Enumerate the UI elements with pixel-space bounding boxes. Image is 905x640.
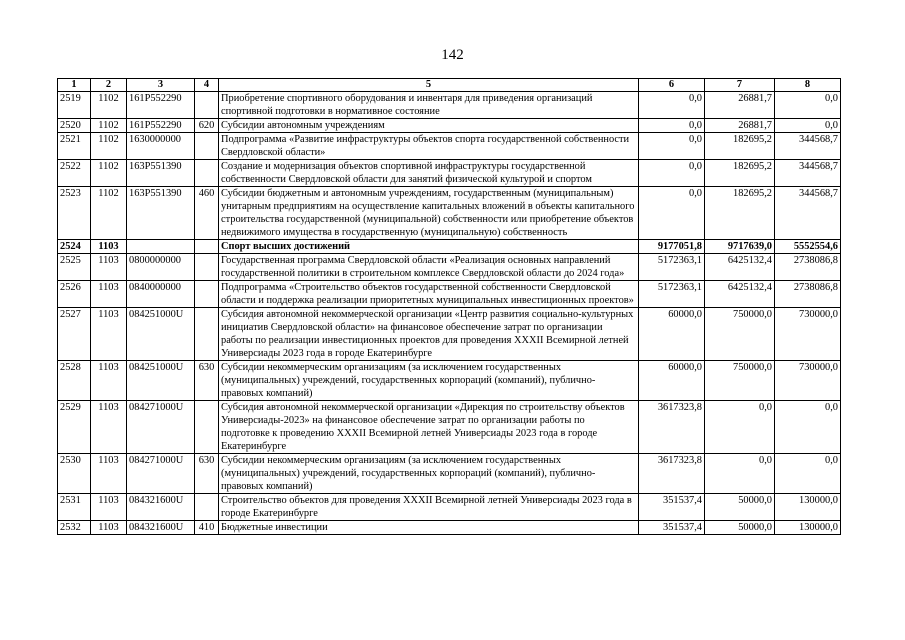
target-code-cell: 084271000U <box>127 454 195 494</box>
column-header: 3 <box>127 79 195 92</box>
row-number-cell: 2521 <box>58 133 91 160</box>
amount-col6-cell: 0,0 <box>639 119 705 133</box>
column-header: 1 <box>58 79 91 92</box>
target-code-cell: 1630000000 <box>127 133 195 160</box>
amount-col7-cell: 750000,0 <box>705 308 775 361</box>
amount-col8-cell: 730000,0 <box>775 361 841 401</box>
page-number: 142 <box>441 47 464 63</box>
expense-type-cell: 620 <box>195 119 219 133</box>
amount-col7-cell: 26881,7 <box>705 92 775 119</box>
row-number-cell: 2523 <box>58 187 91 240</box>
expense-type-cell: 460 <box>195 187 219 240</box>
item-name-cell: Субсидия автономной некоммерческой организации «Центр развития социально-культурных инициатив Свердловской области» на финансовое обеспечение затрат по организации работы по реализации инвестиционных проектов для проведения XXXII Всемирной летней Универсиады 2023 года в городе Екатеринбурге <box>219 308 639 361</box>
column-header: 7 <box>705 79 775 92</box>
item-name-cell: Создание и модернизация объектов спортивной инфраструктуры государственной собственности Свердловской области для занятий физической культурой и спортом <box>219 160 639 187</box>
item-name-cell: Субсидии некоммерческим организациям (за исключением государственных (муниципальных) учреждений, государственных корпораций (компаний), публично-правовых компаний) <box>219 361 639 401</box>
expense-type-cell: 630 <box>195 454 219 494</box>
target-code-cell: 084321600U <box>127 494 195 521</box>
amount-col8-cell: 0,0 <box>775 401 841 454</box>
section-code-cell: 1102 <box>91 133 127 160</box>
amount-col8-cell: 2738086,8 <box>775 254 841 281</box>
table-row <box>58 308 841 361</box>
amount-col8-cell: 130000,0 <box>775 494 841 521</box>
row-number-cell: 2526 <box>58 281 91 308</box>
section-code-cell: 1103 <box>91 494 127 521</box>
target-code-cell: 161P552290 <box>127 92 195 119</box>
item-name-cell: Строительство объектов для проведения XXXII Всемирной летней Универсиады 2023 года в городе Екатеринбурге <box>219 494 639 521</box>
column-header: 6 <box>639 79 705 92</box>
section-code-cell: 1103 <box>91 254 127 281</box>
table-row <box>58 361 841 401</box>
amount-col8-cell: 2738086,8 <box>775 281 841 308</box>
amount-col8-cell: 0,0 <box>775 92 841 119</box>
expense-type-cell <box>195 133 219 160</box>
expense-type-cell <box>195 92 219 119</box>
amount-col6-cell: 0,0 <box>639 133 705 160</box>
target-code-cell: 084321600U <box>127 521 195 535</box>
expense-type-cell <box>195 240 219 254</box>
row-number-cell: 2530 <box>58 454 91 494</box>
item-name-cell: Государственная программа Свердловской области «Реализация основных направлений государственной политики в строительном комплексе Свердловской области до 2024 года» <box>219 254 639 281</box>
target-code-cell: 0840000000 <box>127 281 195 308</box>
item-name-cell: Субсидия автономной некоммерческой организации «Дирекция по строительству объектов Универсиады-2023» на финансовое обеспечение затрат по организации работы по подготовке к проведению XXXII Всемирной летней Универсиады 2023 года в городе Екатеринбурге <box>219 401 639 454</box>
amount-col6-cell: 5172363,1 <box>639 254 705 281</box>
amount-col8-cell: 0,0 <box>775 454 841 494</box>
amount-col8-cell: 344568,7 <box>775 187 841 240</box>
amount-col8-cell: 130000,0 <box>775 521 841 535</box>
row-number-cell: 2528 <box>58 361 91 401</box>
table-row <box>58 401 841 454</box>
section-code-cell: 1103 <box>91 401 127 454</box>
expense-type-cell: 630 <box>195 361 219 401</box>
column-header: 2 <box>91 79 127 92</box>
amount-col6-cell: 5172363,1 <box>639 281 705 308</box>
row-number-cell: 2532 <box>58 521 91 535</box>
target-code-cell: 084271000U <box>127 401 195 454</box>
amount-col7-cell: 6425132,4 <box>705 254 775 281</box>
amount-col8-cell: 5552554,6 <box>775 240 841 254</box>
table-row <box>58 187 841 240</box>
row-number-cell: 2524 <box>58 240 91 254</box>
amount-col6-cell: 351537,4 <box>639 494 705 521</box>
amount-col8-cell: 0,0 <box>775 119 841 133</box>
amount-col7-cell: 26881,7 <box>705 119 775 133</box>
amount-col7-cell: 50000,0 <box>705 521 775 535</box>
table-body <box>58 92 841 535</box>
row-number-cell: 2525 <box>58 254 91 281</box>
row-number-cell: 2520 <box>58 119 91 133</box>
expense-type-cell <box>195 401 219 454</box>
column-header: 4 <box>195 79 219 92</box>
section-code-cell: 1102 <box>91 160 127 187</box>
amount-col7-cell: 9717639,0 <box>705 240 775 254</box>
table-row <box>58 454 841 494</box>
amount-col6-cell: 0,0 <box>639 187 705 240</box>
expense-type-cell: 410 <box>195 521 219 535</box>
amount-col6-cell: 0,0 <box>639 92 705 119</box>
table-header-row <box>58 79 841 92</box>
amount-col6-cell: 9177051,8 <box>639 240 705 254</box>
section-code-cell: 1102 <box>91 187 127 240</box>
item-name-cell: Подпрограмма «Развитие инфраструктуры объектов спорта государственной собственности Свердловской области» <box>219 133 639 160</box>
item-name-cell: Бюджетные инвестиции <box>219 521 639 535</box>
table-row <box>58 133 841 160</box>
amount-col6-cell: 3617323,8 <box>639 401 705 454</box>
expense-type-cell <box>195 308 219 361</box>
section-code-cell: 1103 <box>91 521 127 535</box>
amount-col8-cell: 730000,0 <box>775 308 841 361</box>
amount-col7-cell: 182695,2 <box>705 160 775 187</box>
amount-col7-cell: 6425132,4 <box>705 281 775 308</box>
column-header: 5 <box>219 79 639 92</box>
row-number-cell: 2527 <box>58 308 91 361</box>
table-row <box>58 160 841 187</box>
amount-col6-cell: 60000,0 <box>639 361 705 401</box>
row-number-cell: 2522 <box>58 160 91 187</box>
table-row <box>58 240 841 254</box>
amount-col6-cell: 0,0 <box>639 160 705 187</box>
target-code-cell <box>127 240 195 254</box>
amount-col7-cell: 50000,0 <box>705 494 775 521</box>
table-row <box>58 119 841 133</box>
budget-table <box>57 78 841 535</box>
expense-type-cell <box>195 281 219 308</box>
amount-col8-cell: 344568,7 <box>775 160 841 187</box>
row-number-cell: 2531 <box>58 494 91 521</box>
target-code-cell: 0800000000 <box>127 254 195 281</box>
table-row <box>58 494 841 521</box>
section-code-cell: 1103 <box>91 240 127 254</box>
target-code-cell: 084251000U <box>127 361 195 401</box>
amount-col8-cell: 344568,7 <box>775 133 841 160</box>
amount-col7-cell: 750000,0 <box>705 361 775 401</box>
table-row <box>58 92 841 119</box>
table-row <box>58 521 841 535</box>
target-code-cell: 161P552290 <box>127 119 195 133</box>
item-name-cell: Спорт высших достижений <box>219 240 639 254</box>
column-header: 8 <box>775 79 841 92</box>
amount-col7-cell: 182695,2 <box>705 133 775 160</box>
item-name-cell: Субсидии бюджетным и автономным учреждениям, государственным (муниципальным) унитарным предприятиям на осуществление капитальных вложений в объекты капитального строительства государственной (муниципальной) собственности или приобретение объектов недвижимого имущества в государственную (муниципальную) собственность <box>219 187 639 240</box>
target-code-cell: 163P551390 <box>127 187 195 240</box>
amount-col7-cell: 0,0 <box>705 401 775 454</box>
amount-col7-cell: 0,0 <box>705 454 775 494</box>
item-name-cell: Приобретение спортивного оборудования и инвентаря для приведения организаций спортивной подготовки в нормативное состояние <box>219 92 639 119</box>
item-name-cell: Субсидии некоммерческим организациям (за исключением государственных (муниципальных) учреждений, государственных корпораций (компаний), публично-правовых компаний) <box>219 454 639 494</box>
table-row <box>58 254 841 281</box>
expense-type-cell <box>195 494 219 521</box>
section-code-cell: 1102 <box>91 119 127 133</box>
item-name-cell: Субсидии автономным учреждениям <box>219 119 639 133</box>
row-number-cell: 2519 <box>58 92 91 119</box>
row-number-cell: 2529 <box>58 401 91 454</box>
target-code-cell: 163P551390 <box>127 160 195 187</box>
section-code-cell: 1103 <box>91 361 127 401</box>
section-code-cell: 1102 <box>91 92 127 119</box>
expense-type-cell <box>195 160 219 187</box>
target-code-cell: 084251000U <box>127 308 195 361</box>
amount-col6-cell: 3617323,8 <box>639 454 705 494</box>
table-row <box>58 281 841 308</box>
item-name-cell: Подпрограмма «Строительство объектов государственной собственности Свердловской области и поддержка реализации приоритетных муниципальных инвестиционных проектов» <box>219 281 639 308</box>
section-code-cell: 1103 <box>91 308 127 361</box>
expense-type-cell <box>195 254 219 281</box>
amount-col7-cell: 182695,2 <box>705 187 775 240</box>
section-code-cell: 1103 <box>91 454 127 494</box>
amount-col6-cell: 351537,4 <box>639 521 705 535</box>
section-code-cell: 1103 <box>91 281 127 308</box>
amount-col6-cell: 60000,0 <box>639 308 705 361</box>
